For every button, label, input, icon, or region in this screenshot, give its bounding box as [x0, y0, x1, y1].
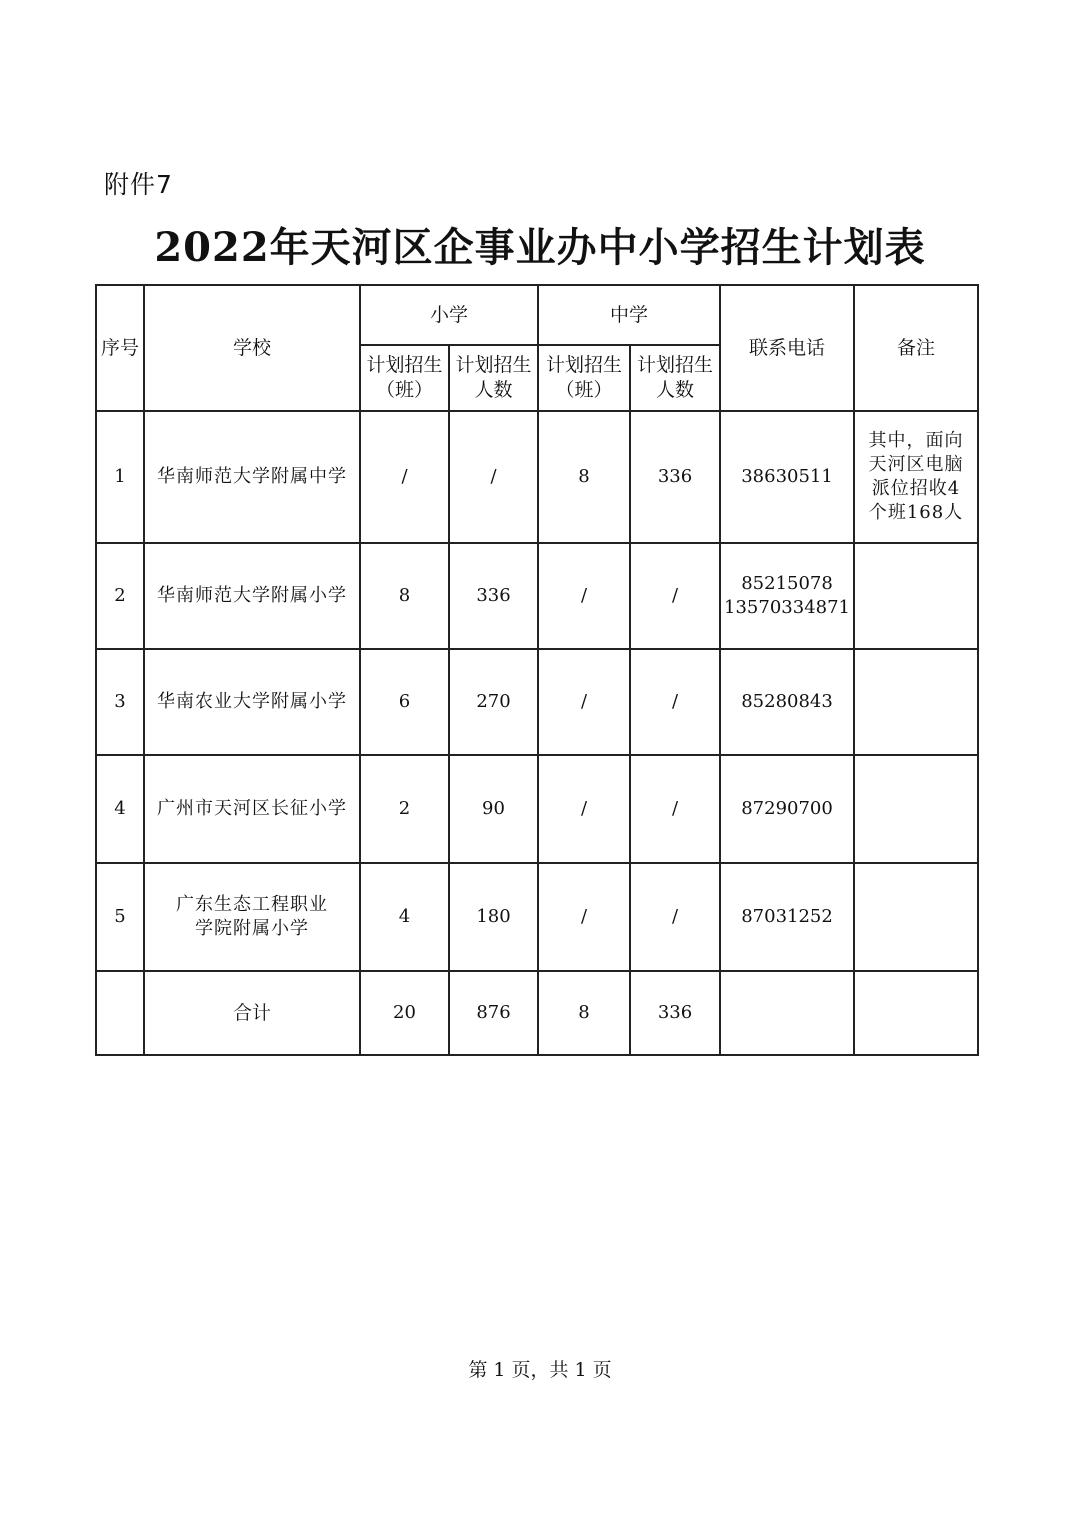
- total-phone-empty: [720, 971, 854, 1055]
- cell-school: 华南师范大学附属小学: [144, 543, 360, 649]
- total-label: 合计: [144, 971, 360, 1055]
- cell-middle-classes: /: [538, 543, 630, 649]
- cell-seq: 1: [96, 411, 144, 543]
- total-row: [96, 971, 978, 1055]
- cell-middle-students: /: [630, 543, 720, 649]
- header-phone: 联系电话: [720, 285, 854, 411]
- cell-middle-students: /: [630, 863, 720, 971]
- table-row: [96, 755, 978, 863]
- total-primary-students: 876: [449, 971, 538, 1055]
- table-row: [96, 411, 978, 543]
- total-remark-empty: [854, 971, 978, 1055]
- cell-remark: [854, 543, 978, 649]
- cell-middle-classes: /: [538, 649, 630, 755]
- page-footer: 第 1 页，共 1 页: [468, 1359, 612, 1381]
- header-primary-classes: 计划招生 （班）: [360, 345, 449, 411]
- cell-remark: [854, 863, 978, 971]
- cell-middle-students: /: [630, 755, 720, 863]
- cell-remark: 其中，面向 天河区电脑 派位招收4 个班168人: [854, 411, 978, 543]
- header-primary: 小学: [360, 285, 538, 345]
- cell-phone: 87290700: [720, 755, 854, 863]
- cell-seq: 2: [96, 543, 144, 649]
- total-middle-students: 336: [630, 971, 720, 1055]
- cell-phone: 87031252: [720, 863, 854, 971]
- table-row: [96, 649, 978, 755]
- cell-seq: 4: [96, 755, 144, 863]
- cell-primary-classes: 8: [360, 543, 449, 649]
- cell-primary-classes: 4: [360, 863, 449, 971]
- cell-school: 广州市天河区长征小学: [144, 755, 360, 863]
- cell-seq-empty: [96, 971, 144, 1055]
- cell-primary-students: 180: [449, 863, 538, 971]
- cell-primary-students: 336: [449, 543, 538, 649]
- cell-middle-classes: 8: [538, 411, 630, 543]
- cell-primary-classes: /: [360, 411, 449, 543]
- cell-seq: 3: [96, 649, 144, 755]
- cell-phone: 38630511: [720, 411, 854, 543]
- cell-school: 华南师范大学附属中学: [144, 411, 360, 543]
- cell-phone: 85215078 13570334871: [720, 543, 854, 649]
- cell-remark: [854, 755, 978, 863]
- cell-primary-students: 90: [449, 755, 538, 863]
- enrollment-plan-table: [95, 284, 979, 1056]
- total-middle-classes: 8: [538, 971, 630, 1055]
- header-middle-students: 计划招生 人数: [630, 345, 720, 411]
- cell-primary-classes: 6: [360, 649, 449, 755]
- cell-middle-classes: /: [538, 863, 630, 971]
- cell-primary-students: 270: [449, 649, 538, 755]
- cell-school: 华南农业大学附属小学: [144, 649, 360, 755]
- header-middle: 中学: [538, 285, 720, 345]
- cell-remark: [854, 649, 978, 755]
- cell-seq: 5: [96, 863, 144, 971]
- header-row-top: [96, 285, 978, 345]
- page-title: 2022年天河区企事业办中小学招生计划表: [154, 224, 926, 271]
- cell-middle-students: /: [630, 649, 720, 755]
- header-school: 学校: [144, 285, 360, 411]
- cell-primary-classes: 2: [360, 755, 449, 863]
- cell-middle-classes: /: [538, 755, 630, 863]
- table-row: [96, 543, 978, 649]
- header-seq: 序号: [96, 285, 144, 411]
- cell-middle-students: 336: [630, 411, 720, 543]
- header-remark: 备注: [854, 285, 978, 411]
- cell-primary-students: /: [449, 411, 538, 543]
- header-middle-classes: 计划招生 （班）: [538, 345, 630, 411]
- header-primary-students: 计划招生 人数: [449, 345, 538, 411]
- cell-phone: 85280843: [720, 649, 854, 755]
- cell-school: 广东生态工程职业 学院附属小学: [144, 863, 360, 971]
- total-primary-classes: 20: [360, 971, 449, 1055]
- table-row: [96, 863, 978, 971]
- attachment-label: 附件7: [104, 170, 173, 199]
